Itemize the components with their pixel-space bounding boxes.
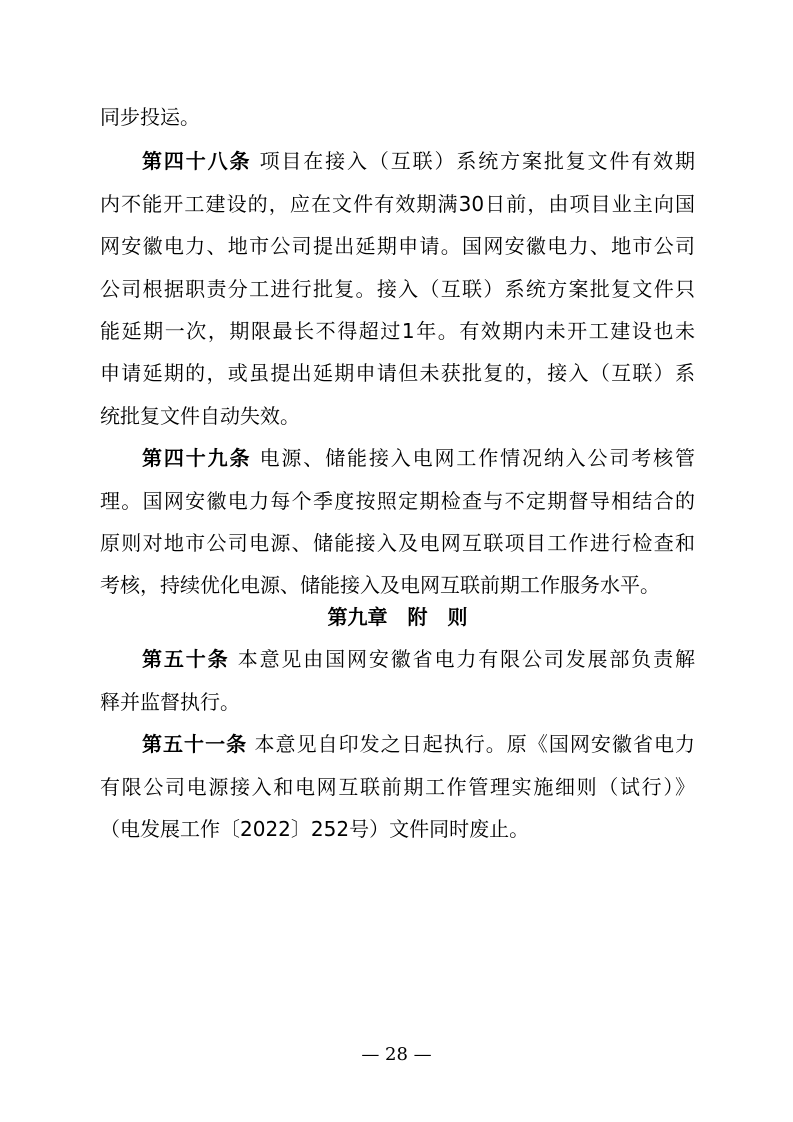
article-49-label: 第四十九条 [142,446,252,470]
text-line: 考核，持续优化电源、储能接入及电网互联前期工作服务水平。 [100,573,660,597]
article-51-first-line [142,730,695,758]
text-line: 项目在接入（互联）系统方案批复文件有效期 [259,149,696,173]
paragraph-line [100,317,695,345]
paragraph-line [100,190,695,218]
paragraph-line [100,359,695,387]
text-line: 网安徽电力、地市公司提出延期申请。国网安徽电力、地市公司 [100,234,695,258]
text-line: 本意见自印发之日起执行。原《国网安徽省电力 [254,732,696,756]
text-line: （电发展工作〔2022〕252号）文件同时废止。 [100,817,530,841]
paragraph-line [100,232,695,260]
article-50-first-line [142,645,695,673]
article-49-first-line [142,444,695,472]
paragraph-line [100,571,695,599]
paragraph-line [100,688,695,716]
text-line: 本意见由国网安徽省电力有限公司发展部负责解 [237,647,696,671]
article-50-label: 第五十条 [142,647,230,671]
text-line: 同步投运。 [100,105,200,129]
paragraph-line [100,103,695,131]
paragraph-line [100,773,695,801]
text-line: 有限公司电源接入和电网互联前期工作管理实施细则（试行）》 [100,775,695,799]
paragraph-line [100,815,695,843]
text-line: 统批复文件自动失效。 [100,404,300,428]
article-51-label: 第五十一条 [142,732,248,756]
text-line: 申请延期的，或虽提出延期申请但未获批复的，接入（互联）系 [100,361,695,385]
text-line: 电源、储能接入电网工作情况纳入公司考核管 [259,446,696,470]
text-line: 理。国网安徽电力每个季度按照定期检查与不定期督导相结合的 [100,489,695,513]
paragraph-line [100,275,695,303]
chapter-heading: 第九章 附 则 [327,605,468,629]
text-line: 能延期一次，期限最长不得超过1年。有效期内未开工建设也未 [100,319,695,343]
paragraph-line [100,487,695,515]
paragraph-line [100,529,695,557]
text-line: 原则对地市公司电源、储能接入及电网互联项目工作进行检查和 [100,531,695,555]
article-48-first-line [142,147,695,175]
article-48-label: 第四十八条 [142,149,252,173]
text-line: 公司根据职责分工进行批复。接入（互联）系统方案批复文件只 [100,277,695,301]
text-line: 释并监督执行。 [100,690,240,714]
page-number: — 28 — [361,1044,432,1065]
text-line: 内不能开工建设的，应在文件有效期满30日前，由项目业主向国 [100,192,695,216]
paragraph-line [100,402,695,430]
